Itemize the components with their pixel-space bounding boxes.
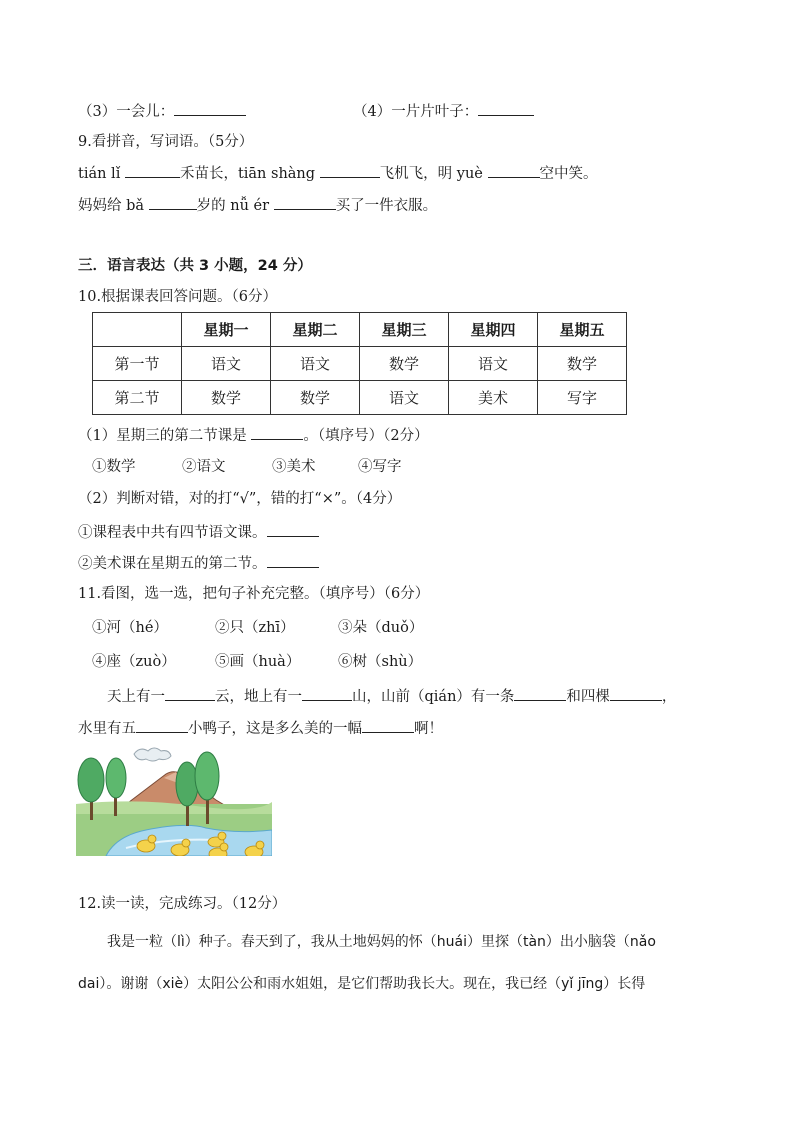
table-cell: 第一节 <box>93 347 182 381</box>
q11-options-row2 <box>92 652 422 672</box>
sentence-part: 山，山前（qián）有一条 <box>352 689 515 705</box>
sentence-part: 云，地上有一 <box>215 689 302 705</box>
table-cell: 语文 <box>449 347 538 381</box>
q9-line2 <box>78 195 437 216</box>
table-cell: 数学 <box>360 347 449 381</box>
table-cell: 写字 <box>538 381 627 415</box>
table-header-row <box>93 313 627 347</box>
q8-part3 <box>78 101 246 122</box>
option: ④写字 <box>358 459 402 475</box>
q9-text-3: 空中笑。 <box>539 166 598 182</box>
q8-part4 <box>353 101 534 122</box>
q12-paragraph-line1: 我是一粒（lì）种子。春天到了，我从土地妈妈的怀（huái）里探（tàn）出小脑袋（nǎo <box>107 934 656 950</box>
answer-blank[interactable] <box>320 163 380 178</box>
table-cell: 数学 <box>271 381 360 415</box>
statement: ①课程表中共有四节语文课。 <box>78 525 267 541</box>
statement: ②美术课在星期五的第二节。 <box>78 556 267 572</box>
answer-blank[interactable] <box>610 686 662 701</box>
q11-sentence-line1 <box>107 686 676 707</box>
table-cell: 语文 <box>360 381 449 415</box>
q9-text-2: 飞机飞，明 yuè <box>379 166 483 182</box>
option: ①数学 <box>92 459 136 475</box>
landscape-illustration <box>76 744 272 856</box>
answer-blank[interactable] <box>267 553 319 568</box>
table-row <box>93 381 627 415</box>
table-cell: 星期四 <box>449 313 538 347</box>
answer-blank[interactable] <box>165 686 215 701</box>
q10-sub1-post: 。（填序号）（2分） <box>303 428 429 444</box>
table-cell: 美术 <box>449 381 538 415</box>
q11-options-row1 <box>92 618 423 638</box>
duck-head <box>256 841 264 849</box>
sentence-part: 小鸭子，这是多么美的一幅 <box>188 721 362 737</box>
answer-blank[interactable] <box>488 163 540 178</box>
schedule-table <box>92 312 627 415</box>
section-3-title: 三．语言表达（共 3 小题，24 分） <box>78 258 312 274</box>
table-cell: 星期三 <box>360 313 449 347</box>
q10-sub2-item2 <box>78 553 319 574</box>
q9-line1 <box>78 163 598 184</box>
duck-head <box>148 835 156 843</box>
q10-sub1-pre: （1）星期三的第二节课是 <box>78 428 247 444</box>
sentence-part: ， <box>661 689 677 705</box>
table-cell: 第二节 <box>93 381 182 415</box>
table-cell: 星期五 <box>538 313 627 347</box>
sentence-part: 水里有五 <box>78 721 136 737</box>
answer-blank[interactable] <box>302 686 352 701</box>
sentence-part: 和四棵 <box>566 689 610 705</box>
q11-sentence-line2 <box>78 718 443 739</box>
table-cell: 数学 <box>182 381 271 415</box>
option: ③朵（duǒ） <box>338 620 424 636</box>
q9-text-5: 岁的 nǚ ér <box>196 198 270 214</box>
sentence-part: 天上有一 <box>107 689 165 705</box>
answer-blank[interactable] <box>125 163 180 178</box>
q10-heading: 10.根据课表回答问题。（6分） <box>78 289 278 305</box>
table-cell: 星期二 <box>271 313 360 347</box>
sentence-part: 啊！ <box>414 721 443 737</box>
q10-sub2: （2）判断对错，对的打“√”，错的打“×”。（4分） <box>78 491 402 507</box>
answer-blank[interactable] <box>478 101 534 116</box>
table-cell: 数学 <box>538 347 627 381</box>
table-cell: 语文 <box>182 347 271 381</box>
option: ⑥树（shù） <box>338 654 423 670</box>
option: ④座（zuò） <box>92 654 176 670</box>
answer-blank[interactable] <box>251 425 303 440</box>
duck-head <box>218 832 226 840</box>
option: ⑤画（huà） <box>215 654 301 670</box>
answer-blank[interactable] <box>514 686 566 701</box>
q12-heading: 12.读一读，完成练习。（12分） <box>78 896 287 912</box>
q11-heading: 11.看图，选一选，把句子补充完整。（填序号）（6分） <box>78 586 430 602</box>
answer-blank[interactable] <box>136 718 188 733</box>
q9-text-6: 买了一件衣服。 <box>335 198 438 214</box>
option: ②语文 <box>182 459 226 475</box>
q10-sub2-item1 <box>78 522 319 543</box>
duck-head <box>220 843 228 851</box>
q10-sub1 <box>78 425 429 446</box>
answer-blank[interactable] <box>149 195 197 210</box>
q9-text-4: 妈妈给 bǎ <box>78 198 145 214</box>
pinyin-1: tián lǐ <box>78 166 121 182</box>
table-cell: 星期一 <box>182 313 271 347</box>
answer-blank[interactable] <box>267 522 319 537</box>
q9-text-1: 禾苗长，tiān shàng <box>179 166 316 182</box>
table-row <box>93 347 627 381</box>
answer-blank[interactable] <box>274 195 336 210</box>
answer-blank[interactable] <box>362 718 414 733</box>
q8-part4-label: （4）一片片叶子： <box>353 104 479 120</box>
table-cell <box>93 313 182 347</box>
q10-sub1-options <box>92 457 402 477</box>
option: ①河（hé） <box>92 620 168 636</box>
q12-paragraph-line2: dai）。谢谢（xiè）太阳公公和雨水姐姐，是它们帮助我长大。现在，我已经（yǐ jīng）长得 <box>78 976 646 992</box>
q8-part3-label: （3）一会儿： <box>78 104 175 120</box>
option: ②只（zhī） <box>215 620 295 636</box>
duck-head <box>182 839 190 847</box>
option: ③美术 <box>272 459 316 475</box>
table-cell: 语文 <box>271 347 360 381</box>
q9-heading: 9.看拼音，写词语。（5分） <box>78 134 254 150</box>
answer-blank[interactable] <box>174 101 246 116</box>
